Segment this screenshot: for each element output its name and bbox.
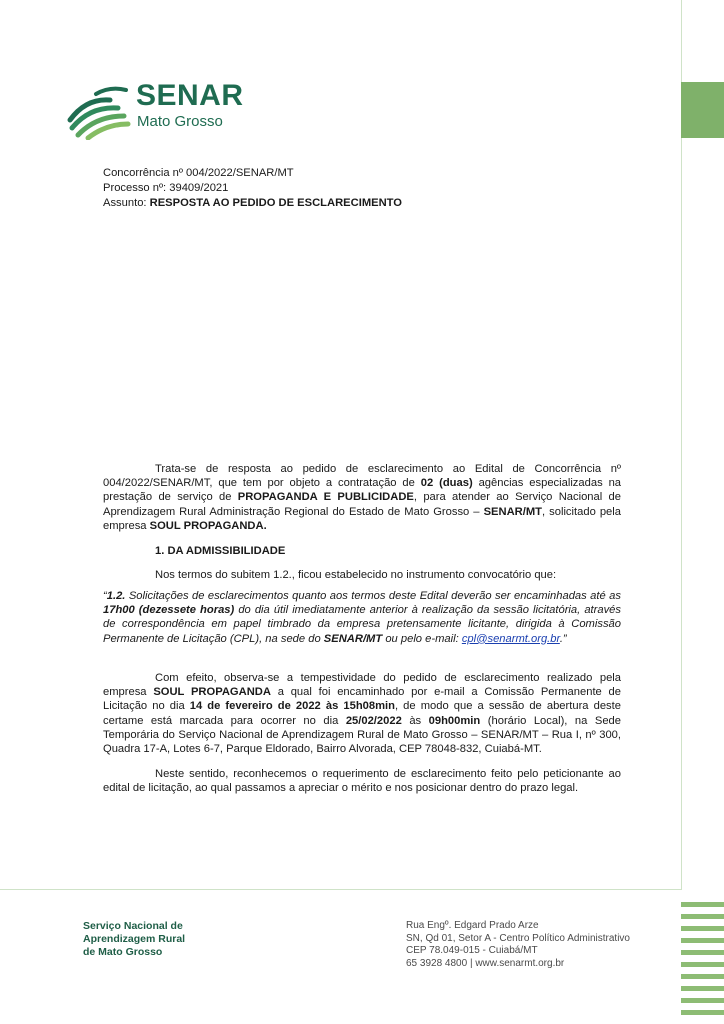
logo-subtitle: Mato Grosso: [137, 113, 223, 130]
concorrencia-line: Concorrência nº 004/2022/SENAR/MT: [103, 167, 294, 179]
assunto-line: Assunto: RESPOSTA AO PEDIDO DE ESCLARECIMENTO: [103, 197, 403, 209]
processo-line: Processo nº: 39409/2021: [103, 182, 229, 194]
footer-stripes: [681, 902, 724, 1024]
logo-wordmark: SENAR: [136, 79, 244, 112]
conclusion-paragraph: Neste sentido, reconhecemos o requerimento de esclarecimento feito pelo peticionante ao edital de licitação, ao qual passamos a apreciar o mérito e nos posicionar dentro do prazo legal.: [103, 768, 621, 795]
subitem-paragraph: Nos termos do subitem 1.2., ficou estabelecido no instrumento convocatório que:: [155, 569, 557, 581]
edital-quote: “1.2. Solicitações de esclarecimentos quanto aos termos deste Edital deverão ser encaminhadas até as 17h00 (dezessete horas) do dia útil imediatamente anterior à realização da sessão licitatória, através de correspondência em papel timbrado da empresa pretensamente licitante, dirigida à Comissão Permanente de Licitação (CPL), na sede do SENAR/MT ou pelo e-mail: cpl@senarmt.org.br.”: [103, 590, 621, 645]
section-heading: 1. DA ADMISSIBILIDADE: [155, 545, 286, 557]
footer-divider: [0, 889, 682, 890]
footer-organization: Serviço Nacional de Aprendizagem Rural de Mato Grosso: [83, 920, 186, 958]
document-header: [103, 166, 402, 211]
email-link[interactable]: cpl@senarmt.org.br: [461, 632, 560, 645]
tempestividade-paragraph: Com efeito, observa-se a tempestividade do pedido de esclarecimento realizado pela empresa SOUL PROPAGANDA a qual foi encaminhado por e-mail a Comissão Permanente de Licitação no dia 14 de fevereiro de 2022 às 15h08min, de modo que a sessão de abertura deste certame está marcada para ocorrer no dia 25/02/2022 às 09h00min (horário Local), na Sede Temporária do Serviço Nacional de Aprendizagem Rural de Mato Grosso – SENAR/MT – Rua I, nº 300, Quadra 17-A, Lotes 6-7, Parque Eldorado, Bairro Alvorada, CEP 78048-832, Cuiabá-MT.: [103, 672, 621, 756]
header-accent-block: [681, 82, 724, 138]
footer-address: Rua Engº. Edgard Prado Arze SN, Qd 01, Setor A - Centro Político Administrativo CEP 78.049-015 - Cuiabá/MT 65 3928 4800 | www.senarmt.org.br: [406, 920, 630, 969]
intro-paragraph: Trata-se de resposta ao pedido de esclarecimento ao Edital de Concorrência nº 004/2022/SENAR/MT, que tem por objeto a contratação de 02 (duas) agências especializadas na prestação de serviço de PROPAGANDA E PUBLICIDADE, para atender ao Serviço Nacional de Aprendizagem Rural Administração Regional do Estado de Mato Grosso – SENAR/MT, solicitado pela empresa SOUL PROPAGANDA.: [103, 463, 622, 532]
